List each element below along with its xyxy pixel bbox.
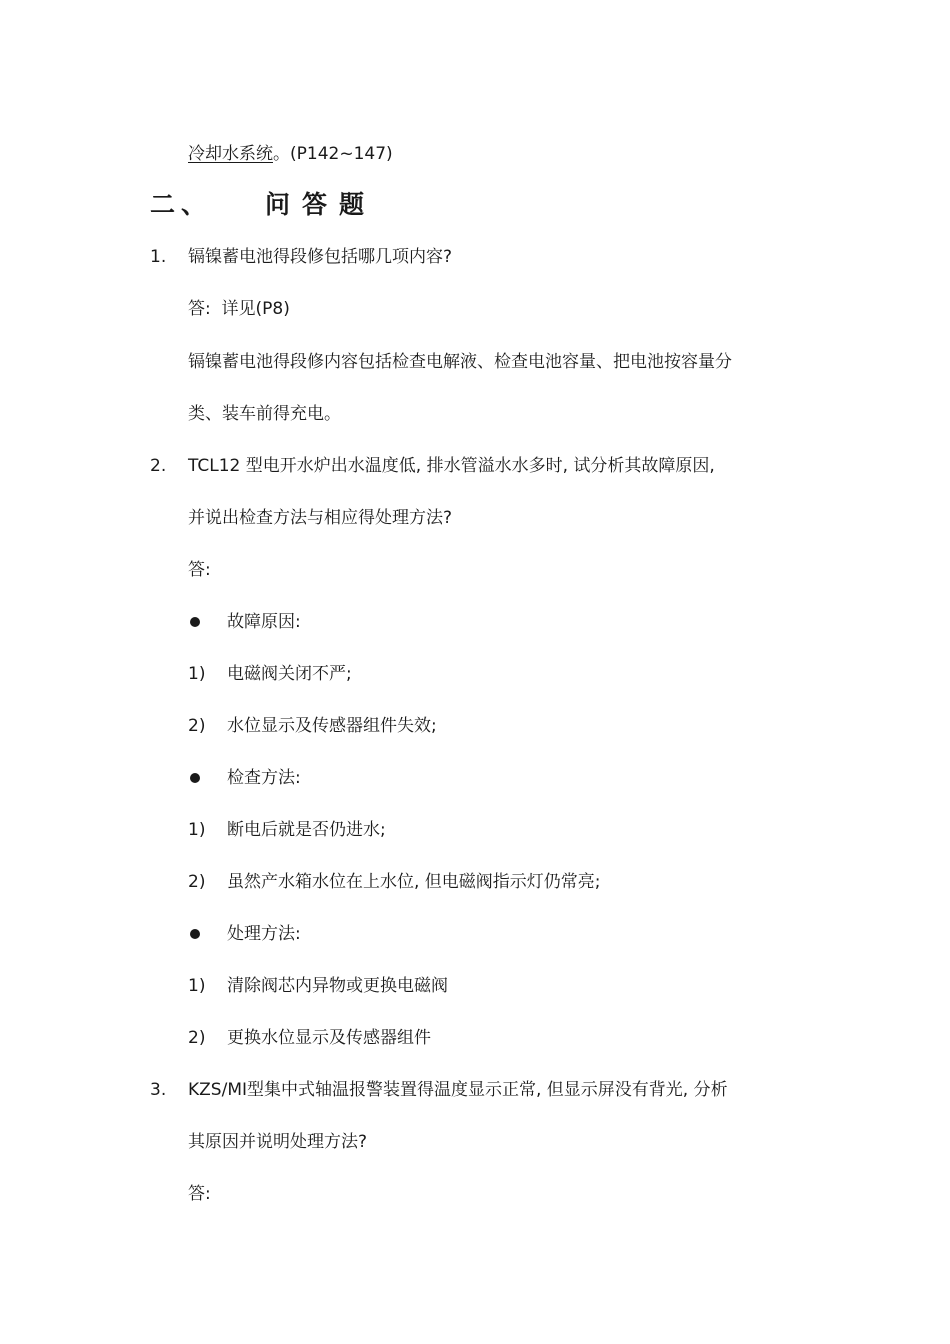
bullet-icon — [190, 929, 200, 939]
q1-number: 1. — [150, 247, 167, 267]
bullet-icon — [190, 773, 200, 783]
q3-number: 3. — [150, 1080, 167, 1100]
q1-answer-label: 答: — [188, 299, 211, 319]
section-title: 问答题 — [265, 190, 377, 219]
intro-rest: 。(P142~147) — [273, 144, 393, 164]
bullet-icon — [190, 617, 200, 627]
q1-question-text: 镉镍蓄电池得段修包括哪几项内容? — [188, 247, 453, 267]
intro-underlined: 冷却水系统 — [188, 144, 273, 164]
document-page: 冷却水系统。(P142~147) 二、 问答题 1. 镉镍蓄电池得段修包括哪几项内容? 答: 详见(P8) 镉镍蓄电池得段修内容包括检查电解液、检查电池容量、把电池按容量分 类、装车前得充电。 2. TCL12 型电开水炉出水温度低, 排水管溢水水多时, 试分析其故障原因, 并说出检查方法与相应得处理方法? 答: 故障原因: 1) 电磁阀关闭不严; 2) 水位显示及传感器组件失效; 检查方法: 1) 断电后就是否仍进水; 2) 虽然产水箱水位在上水位, 但电磁阀指示灯仍常亮; 处理方法: 1) 清除阀芯内异物或更换电磁阀 2) 更换水位显示及传感器组件 3. KZS/MI型集中式轴温报警装置得温度显示正常, 但显示屏没有背光, 分析 其原因并说明处理方法? 答: — [150, 144, 732, 1204]
q2-number: 2. — [150, 456, 167, 476]
section-number: 二、 — [150, 190, 213, 219]
q1-answer-ref-text: 详见(P8) — [221, 299, 290, 319]
